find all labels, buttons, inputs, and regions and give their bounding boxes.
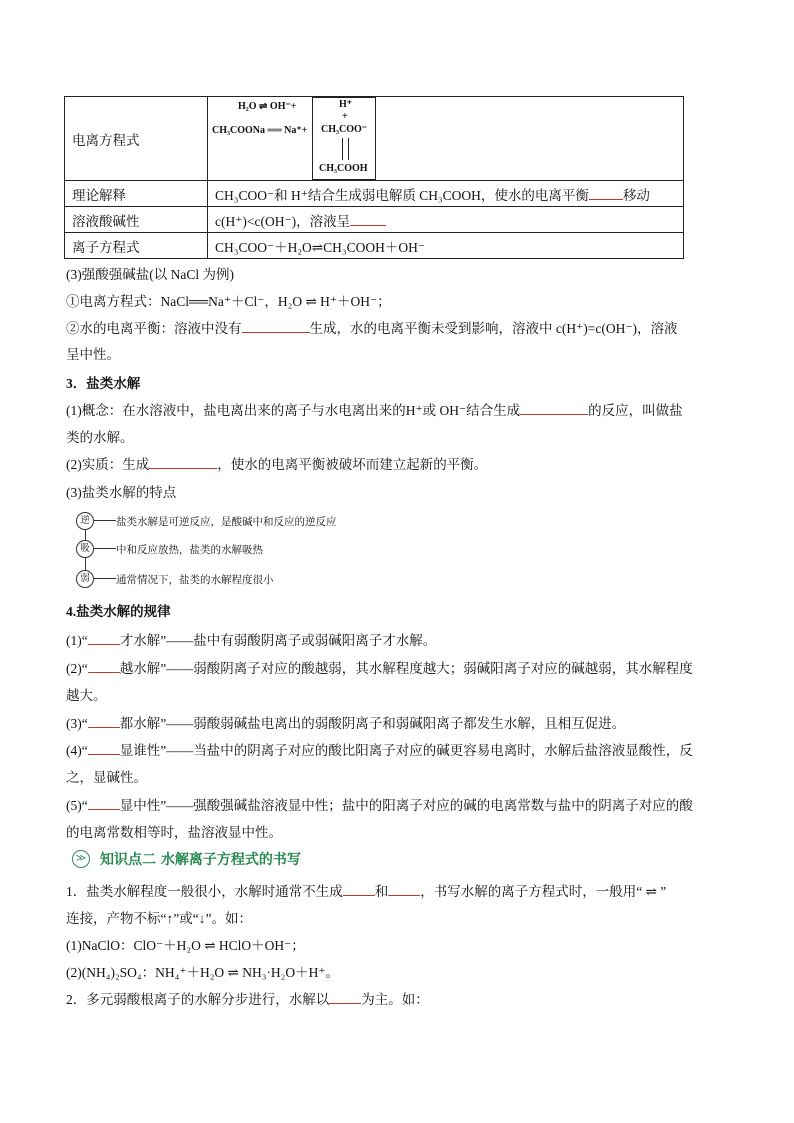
double-arrow-icon: [342, 138, 349, 160]
feature-text: 盐类水解是可逆反应，是酸碱中和反应的逆反应: [116, 516, 337, 528]
answer-blank[interactable]: [88, 715, 120, 728]
water-equilibrium-cont: 呈中性。: [66, 347, 120, 362]
knowledge-point-title: 知识点二 水解离子方程式的书写: [100, 852, 301, 868]
heading-rules: 4.盐类水解的规律: [66, 604, 171, 619]
concept-line-cont: 类的水解。: [66, 430, 134, 445]
row-content: c(H⁺)<c(OH⁻)，溶液呈: [208, 207, 684, 233]
feature-text: 通常情况下，盐类的水解程度很小: [116, 574, 274, 586]
features-diagram: [70, 510, 370, 592]
row-label: 离子方程式: [65, 233, 208, 259]
point-1: 1．盐类水解程度一般很小，水解时通常不生成 和 ，书写水解的离子方程式时，一般用“ ⇌ ”: [66, 884, 667, 899]
answer-blank[interactable]: [388, 883, 420, 896]
example-naclo: (1)NaClO：ClO⁻＋H₂O ⇌ HClO＋OH⁻；: [66, 938, 305, 953]
eq-sodium-acetate: CH₃COONa ══ Na⁺+: [212, 125, 308, 136]
section-strong-salt: (3)强酸强碱盐(以 NaCl 为例): [66, 267, 234, 282]
answer-blank[interactable]: [88, 797, 120, 810]
rule-2-cont: 越大。: [66, 688, 107, 703]
rule-1: (1)“ 才水解”——盐中有弱酸阴离子或弱碱阳离子才水解。: [66, 633, 437, 648]
example-ammonium-sulfate: (2)(NH₄)₂SO₄：NH₄⁺＋H₂O ⇌ NH₃·H₂O＋H⁺。: [66, 965, 339, 980]
row-label: 电离方程式: [65, 97, 208, 181]
feature-text: 中和反应放热，盐类的水解吸热: [116, 544, 263, 556]
row-content: CH₃COO⁻和 H⁺结合生成弱电解质 CH₃COOH，使水的电离平衡 移动: [208, 181, 684, 207]
box-acetic-acid: CH₃COOH: [319, 163, 368, 174]
rule-4: (4)“ 显谁性”——当盐中的阴离子对应的酸比阳离子对应的碱更容易电离时，水解后盐溶液显酸性，反: [66, 743, 693, 758]
answer-blank[interactable]: [88, 660, 120, 673]
row-label: 溶液酸碱性: [65, 207, 208, 233]
reversible-icon: 逆: [76, 512, 94, 530]
answer-blank[interactable]: [329, 991, 361, 1004]
rule-5: (5)“ 显中性”——强酸强碱盐溶液显中性；盐中的阳离子对应的碱的电离常数与盐中的阴离子对应的酸: [66, 798, 693, 813]
endothermic-icon: 吸: [76, 540, 94, 558]
features-title: (3)盐类水解的特点: [66, 485, 177, 500]
box-acetate: CH₃COO⁻: [321, 124, 368, 135]
point-2: 2．多元弱酸根离子的水解分步进行，水解以 为主。如：: [66, 992, 429, 1007]
answer-blank[interactable]: [589, 187, 623, 200]
weak-icon: 弱: [76, 570, 94, 588]
concept-line: (1)概念：在水溶液中，盐电离出来的离子与水电离出来的H⁺或 OH⁻结合生成 的反应，叫做盐: [66, 403, 683, 418]
nacl-ionization: ①电离方程式：NaCl══Na⁺＋Cl⁻，H₂O ⇌ H⁺＋OH⁻；: [66, 294, 391, 309]
heading-hydrolysis: 3．盐类水解: [66, 376, 141, 391]
box-hydrogen: H⁺: [339, 99, 353, 110]
double-chevron-icon: ≫: [72, 850, 90, 868]
row-label: 理论解释: [65, 181, 208, 207]
rule-2: (2)“ 越水解”——弱酸阴离子对应的酸越弱，其水解程度越大；弱碱阳离子对应的碱越弱，其水解程度: [66, 661, 693, 676]
rule-4-cont: 之，显碱性。: [66, 770, 147, 785]
row-content: CH₃COO⁻＋H₂O⇌CH₃COOH＋OH⁻: [208, 233, 684, 259]
box-plus: +: [342, 111, 348, 122]
rule-5-cont: 的电离常数相等时，盐溶液显中性。: [66, 825, 282, 840]
point-1-cont: 连接，产物不标“↑”或“↓”。如：: [66, 911, 252, 926]
water-equilibrium: ②水的电离平衡：溶液中没有 生成，水的电离平衡未受到影响，溶液中 c(H⁺)=c(OH⁻)，溶液: [66, 321, 678, 336]
answer-blank[interactable]: [520, 402, 588, 415]
ionization-table: [64, 96, 684, 259]
answer-blank[interactable]: [242, 320, 310, 333]
answer-blank[interactable]: [88, 632, 120, 645]
answer-blank[interactable]: [149, 456, 217, 469]
answer-blank[interactable]: [343, 883, 375, 896]
ionization-diagram-cell: [208, 97, 684, 181]
rule-3: (3)“ 都水解”——弱酸弱碱盐电离出的弱酸阴离子和弱碱阳离子都发生水解，且相互促进。: [66, 716, 626, 731]
answer-blank[interactable]: [88, 742, 120, 755]
eq-water: H₂O ⇌ OH⁻+: [238, 101, 297, 112]
answer-blank[interactable]: [350, 213, 386, 226]
knowledge-point-heading: [72, 849, 301, 869]
essence-line: (2)实质：生成 ，使水的电离平衡被破坏而建立起新的平衡。: [66, 457, 488, 472]
combination-box: [312, 97, 376, 180]
